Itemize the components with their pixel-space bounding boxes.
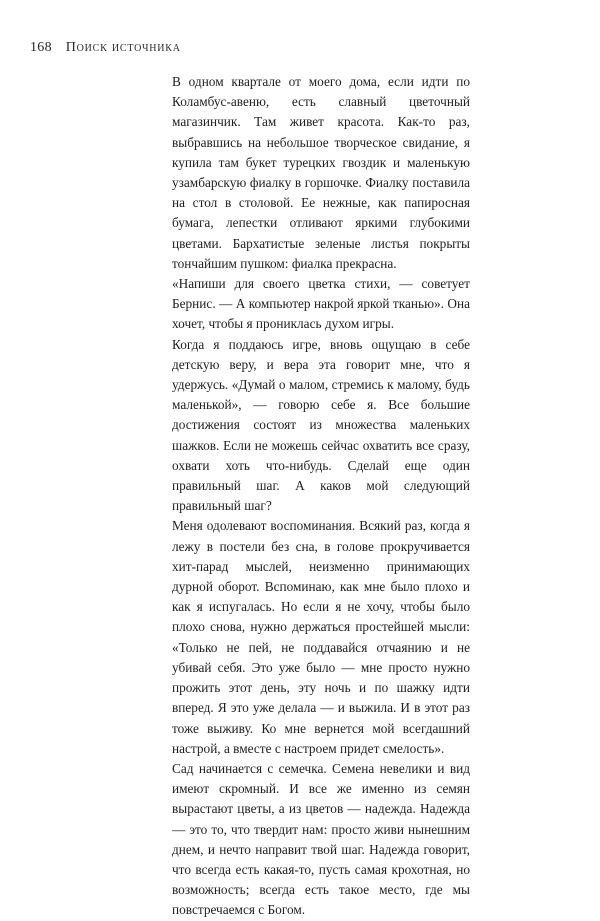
paragraph-5: Сад начинается с семечка. Семена невелики и вид имеют скромный. И все же именно из семян вырастают цветы, а из цветов — надежда. Надежда — это то, что твердит нам: просто живи нынешним днем, и нечто направит твой шаг. Надежда говорит, что всегда есть какая-то, пусть самая крохотная, но возможность; всегда есть такое место, где мы повстречаемся с Богом. [172, 760, 470, 918]
book-title: Поиск источника [65, 40, 181, 55]
paragraph-2: «Напиши для своего цветка стихи, — советует Бернис. — А компьютер накрой яркой тканью». Она хочет, чтобы я прониклась духом игры. [172, 276, 470, 332]
paragraph-1: В одном квартале от моего дома, если идти по Коламбус-авеню, есть славный цветочный магазинчик. Там живет красота. Как-то раз, выбравшись на небольшое творческое свидание, я купила там букет турецких гвоздик и маленькую узамбарскую фиалку в горшочке. Фиалку поставила на стол в столовой. Ее нежные, как папиросная бумага, лепестки отливают яркими глубокими цветами. Бархатистые зеленые листья покрыты тончайшим пушком: фиалка прекрасна. [172, 74, 470, 271]
body-text [172, 72, 470, 921]
running-head [30, 40, 181, 56]
page-number: 168 [30, 40, 52, 55]
paragraph-4: Меня одолевают воспоминания. Всякий раз, когда я лежу в постели без сна, в голове прокручивается хит-парад мыслей, неизменно принимающих дурной оборот. Вспоминаю, как мне было плохо и как я испугалась. Но если я не хочу, чтобы было плохо снова, нужно держаться простейшей мысли: «Только не пей, не поддавайся отчаянию и не убивай себя. Это уже было — мне просто нужно прожить этот день, эту ночь и по шажку идти вперед. Я это уже делала — и выжила. И в этот раз тоже выживу. Ко мне вернется мой всегдашний настрой, а вместе с настроем придет смелость». [172, 518, 470, 756]
paragraph-3: Когда я поддаюсь игре, вновь ощущаю в себе детскую веру, и вера эта говорит мне, что я удержусь. «Думай о малом, стремись к малому, будь маленькой», — говорю себе я. Все большие достижения состоят из множества маленьких шажков. Если не можешь сейчас охватить все сразу, охвати хоть что-нибудь. Сделай еще один правильный шаг. А каков мой следующий правильный шаг? [172, 336, 470, 514]
